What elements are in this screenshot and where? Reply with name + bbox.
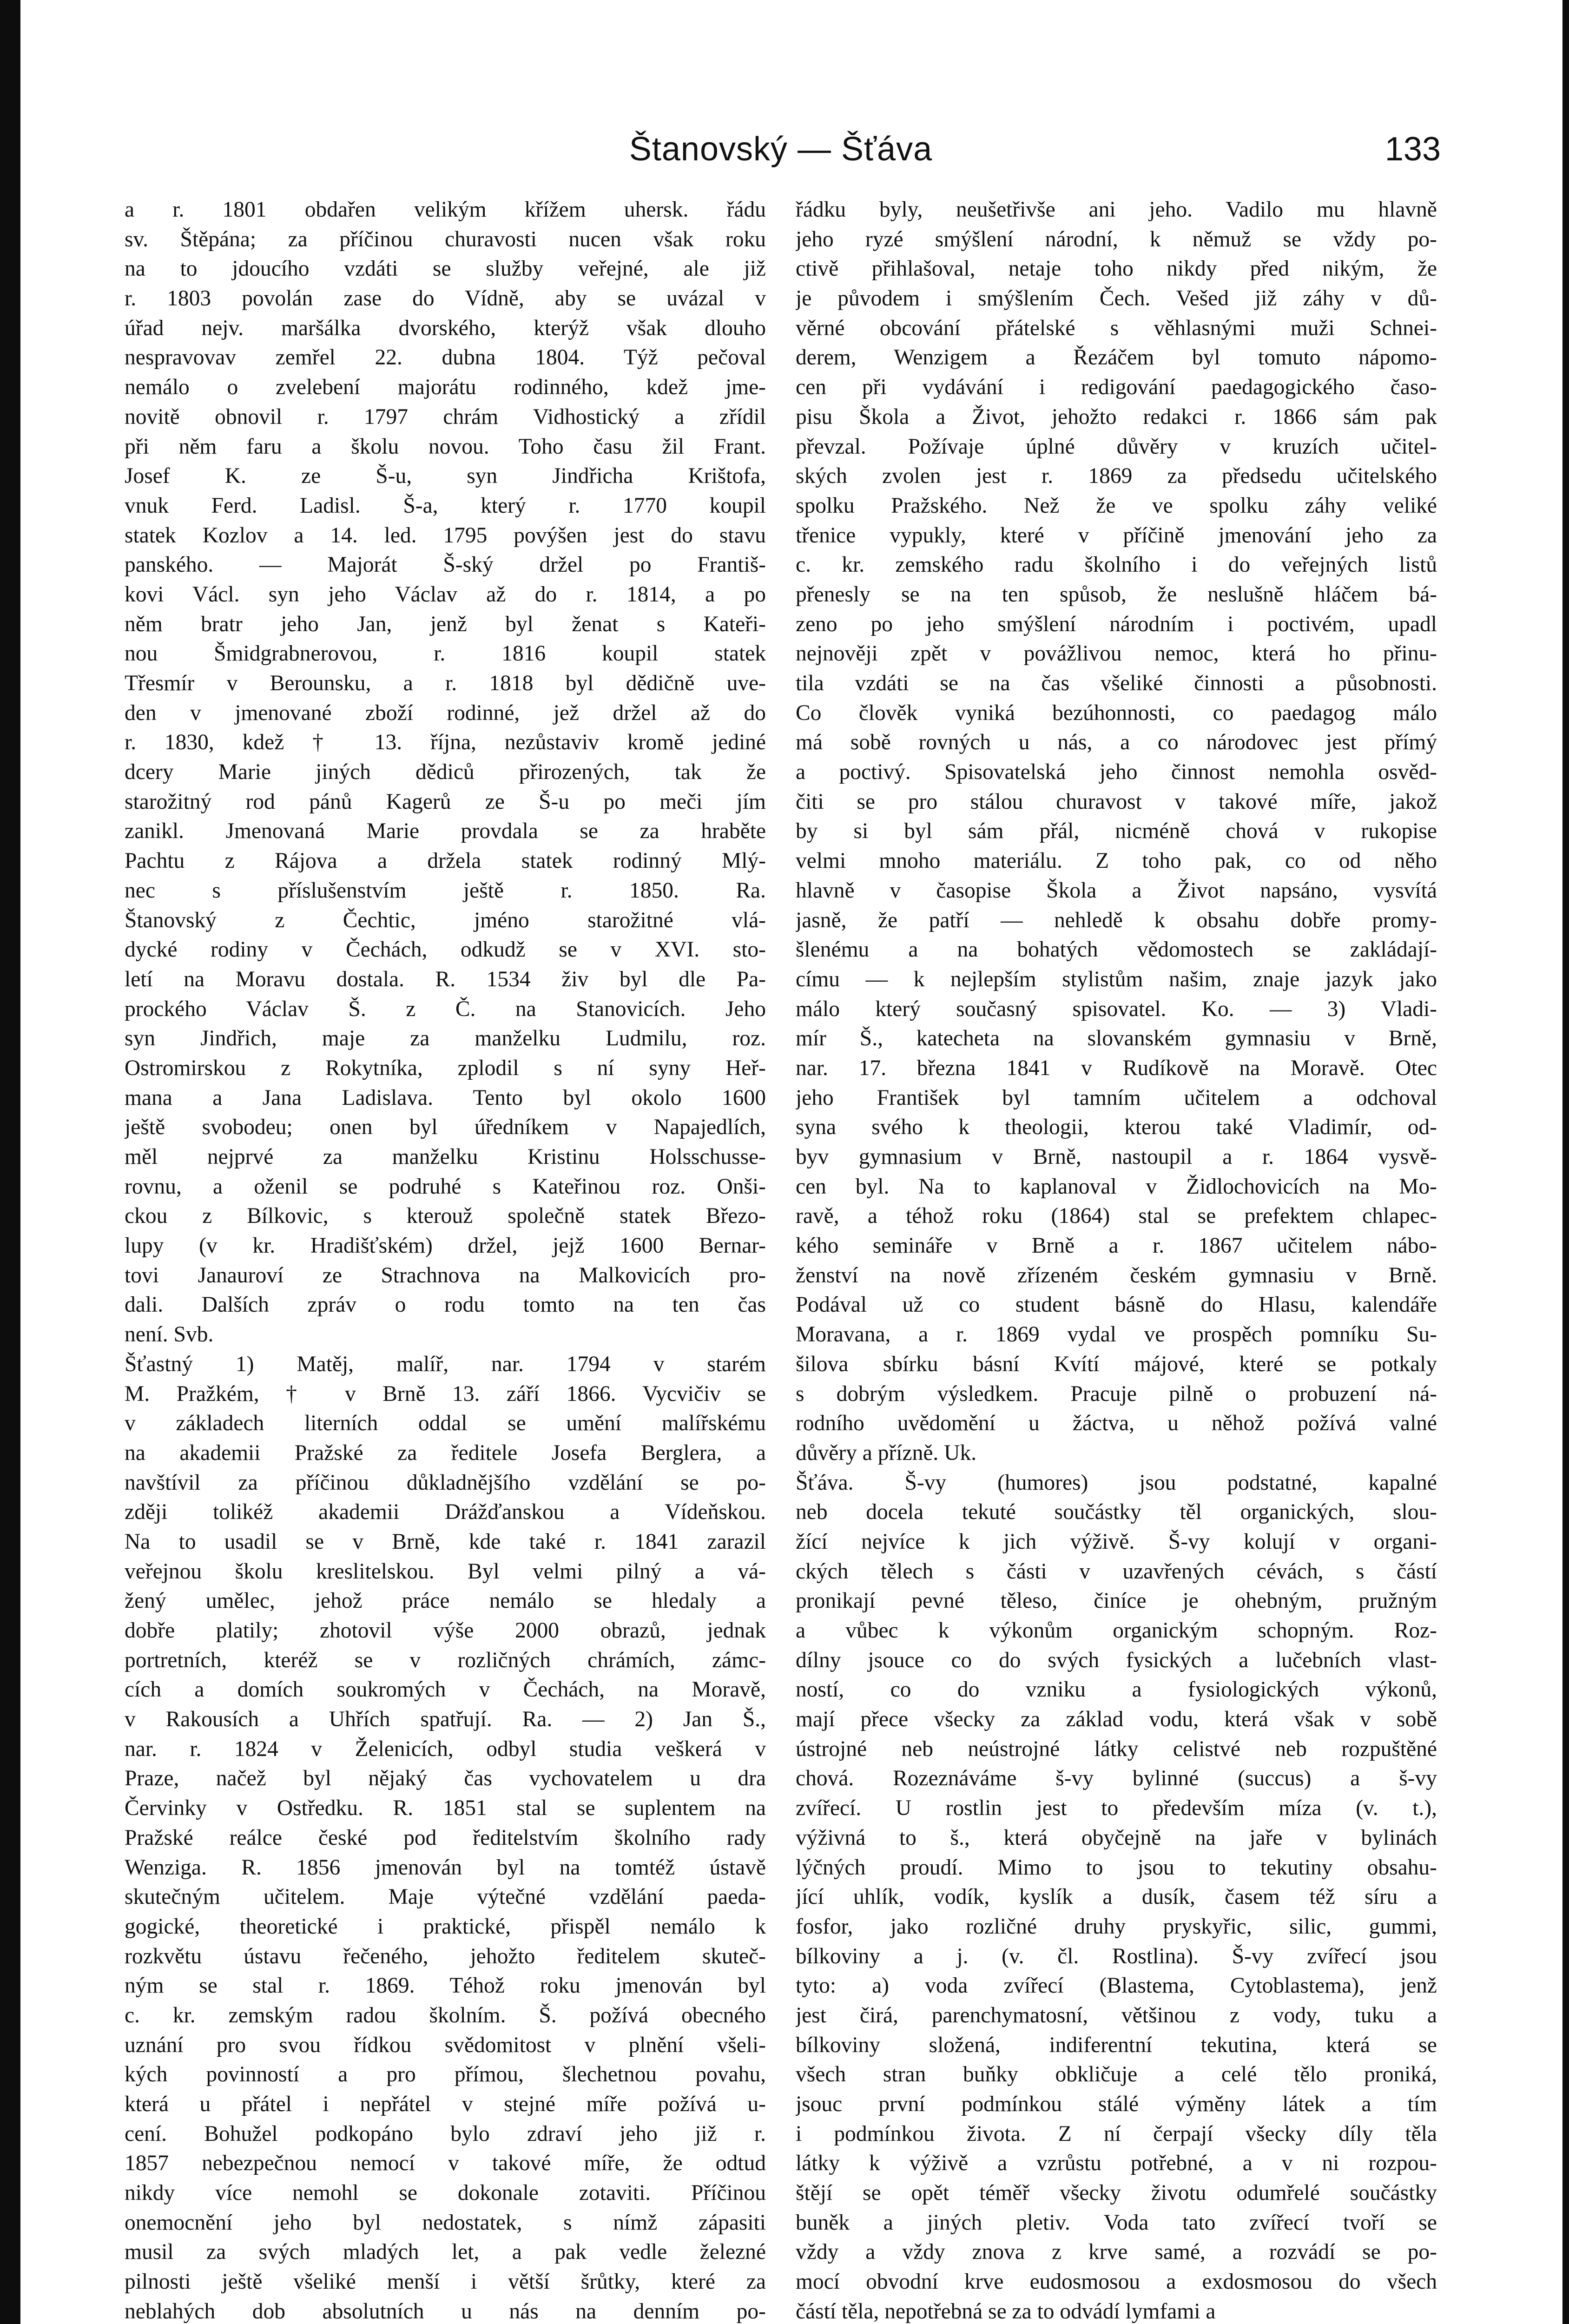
text-line: nejnověji zpět v povážlivou nemoc, která ho přinu- (796, 641, 1437, 666)
text-line: 1857 nebezpečnou nemocí v takové míře, že odtud (125, 2151, 766, 2176)
text-line: musil za svých mladých let, a pak vedle železné (125, 2240, 766, 2265)
text-line: rozkvětu ústavu řečeného, jehožto ředitelem skuteč- (125, 1944, 766, 1968)
text-line: panského. — Majorát Š-ský držel po Františ- (125, 553, 766, 577)
text-line: při něm faru a školu novou. Toho času žil Frant. (125, 434, 766, 459)
text-line: mají přece všecky za základ vodu, která však v sobě (796, 1707, 1437, 1732)
text-line: Červinky v Ostředku. R. 1851 stal se suplentem na (125, 1796, 766, 1821)
text-line: onemocnění jeho byl nedostatek, s nímž zápasiti (125, 2210, 766, 2235)
text-line: v základech literních oddal se umění malířskému (125, 1411, 766, 1436)
text-line: ckou z Bílkovic, s kterouž společně statek Březo- (125, 1204, 766, 1228)
text-line: neb docela tekuté součástky těl organických, slou- (796, 1500, 1437, 1525)
text-line: nemálo o zvelebení majorátu rodinného, kdež jme- (125, 375, 766, 400)
text-line: chová. Rozeznáváme š-vy bylinné (succus) a š-vy (796, 1766, 1437, 1791)
text-line: úřad nejv. maršálka dvorského, kterýž však dlouho (125, 316, 766, 340)
text-line: zanikl. Jmenovaná Marie provdala se za hraběte (125, 819, 766, 844)
text-line: a vůbec k výkonům organickým schopným. Roz- (796, 1618, 1437, 1643)
text-line: címu — k nejlepším stylistům našim, znaje jazyk jako (796, 967, 1437, 991)
text-line: derem, Wenzigem a Řezáčem byl tomuto nápomo- (796, 345, 1437, 370)
text-line: ným se stal r. 1869. Téhož roku jmenován byl (125, 1974, 766, 1998)
text-line: portretních, kteréž se v rozličných chrámích, zámc- (125, 1648, 766, 1672)
text-line: vždy a vždy znova z krve samé, a rozvádí se po- (796, 2240, 1437, 2265)
text-line: cen při vydávání i redigování paedagogického časo- (796, 375, 1437, 400)
text-line: ctivě přihlašoval, netaje toho nikdy před nikým, že (796, 257, 1437, 281)
text-line: by si byl sám přál, nicméně chová v rukopise (796, 819, 1437, 844)
text-line: ností, co do vzniku a fysiologických výkonů, (796, 1677, 1437, 1702)
text-line: čiti se pro stálou churavost v takové míře, jakož (796, 789, 1437, 814)
text-line: na to jdoucího vzdáti se služby veřejné, ale již (125, 257, 766, 281)
text-line: jasně, že patří — nehledě k obsahu dobře promy- (796, 908, 1437, 932)
text-line: ských zvolen jest r. 1869 za předsedu učitelského (796, 464, 1437, 489)
text-line: spolku Pražského. Než že ve spolku záhy veliké (796, 493, 1437, 518)
text-line: Moravana, a r. 1869 vydal ve prospěch pomníku Su- (796, 1322, 1437, 1347)
text-line: bílkoviny složená, indiferentní tekutina, která se (796, 2033, 1437, 2057)
text-line: kých povinností a pro přímou, šlechetnou povahu, (125, 2062, 766, 2087)
text-line: Pachtu z Rájova a držela statek rodinný Mlý- (125, 849, 766, 873)
text-line: lupy (v kr. Hradišťském) držel, jejž 1600 Bernar- (125, 1234, 766, 1258)
text-line: Praze, načež byl nějaký čas vychovatelem u dra (125, 1766, 766, 1791)
text-line: třenice vypukly, které v příčině jmenování jeho za (796, 523, 1437, 548)
text-line: pisu Škola a Život, jehožto redakci r. 1866 sám pak (796, 404, 1437, 429)
text-line: buněk a jiných pletiv. Voda tato zvířecí tvoří se (796, 2210, 1437, 2235)
text-line: důvěry a přízně. Uk. (796, 1440, 977, 1465)
text-line: Podával už co student básně do Hlasu, kalendáře (796, 1293, 1437, 1317)
text-line: na akademii Pražské za ředitele Josefa Berglera, a (125, 1440, 766, 1465)
text-line: ústrojné neb neústrojné látky celistvé neb rozpuštěné (796, 1736, 1437, 1761)
running-title: Štanovský — Šťáva (629, 131, 933, 168)
text-line: Wenziga. R. 1856 jmenován byl na tomtéž ústavě (125, 1855, 766, 1880)
text-line: řádku byly, neušetřivše ani jeho. Vadilo mu hlavně (796, 198, 1437, 222)
text-line: M. Pražkém, † v Brně 13. září 1866. Vycvičiv se (125, 1381, 766, 1406)
text-line: Šťastný 1) Matěj, malíř, nar. 1794 v starém (125, 1352, 766, 1376)
text-line: c. kr. zemským radou školním. Š. požívá obecného (125, 2003, 766, 2027)
text-line: Na to usadil se v Brně, kde také r. 1841 zarazil (125, 1529, 766, 1554)
text-line: Třesmír v Berounsku, a r. 1818 byl dědičně uve- (125, 671, 766, 695)
text-line: zeno po jeho smýšlení národním i poctivém, upadl (796, 612, 1437, 636)
text-line: nec s příslušenstvím ještě r. 1850. Ra. (125, 878, 766, 903)
text-line: má sobě rovných u nás, a co národovec jest přímý (796, 730, 1437, 755)
text-line: Šťáva. Š-vy (humores) jsou podstatné, kapalné (796, 1470, 1437, 1495)
text-line: sv. Štěpána; za příčinou churavosti nucen však roku (125, 227, 766, 251)
text-line: šilova sbírku básní Kvítí májové, které se potkaly (796, 1352, 1437, 1376)
text-line: s dobrým výsledkem. Pracuje pilně o probuzení ná- (796, 1381, 1437, 1406)
text-line: velmi mnoho materiálu. Z toho pak, co od něho (796, 849, 1437, 873)
page-header (121, 130, 1441, 186)
text-line: mana a Jana Ladislava. Tento byl okolo 1600 (125, 1085, 766, 1110)
text-line: žící nejvíce k jich výživě. Š-vy kolují v organi- (796, 1529, 1437, 1554)
text-line: která u přátel i nepřátel v stejné míře požívá u- (125, 2092, 766, 2116)
text-line: zvířecí. U rostlin jest to především míza (v. t.), (796, 1796, 1437, 1821)
text-line: dcery Marie jiných dědiců přirozených, tak že (125, 760, 766, 785)
text-line: gogické, theoretické i praktické, přispěl nemálo k (125, 1914, 766, 1939)
text-line: věrné obcování přátelské s věhlasnými muži Schnei- (796, 316, 1437, 340)
text-line: a r. 1801 obdařen velikým křížem uhersk. řádu (125, 198, 766, 222)
text-line: hlavně v časopise Škola a Život napsáno, vysvítá (796, 878, 1437, 903)
text-line: Pražské reálce české pod ředitelstvím školního rady (125, 1825, 766, 1850)
text-line: tyto: a) voda zvířecí (Blastema, Cytoblastema), jenž (796, 1974, 1437, 1998)
text-line: dycké rodiny v Čechách, odkudž se v XVI. sto- (125, 938, 766, 962)
text-line: přenesly se na ten spůsob, že neslušně hláčem bá- (796, 582, 1437, 607)
text-line: den v jmenované zboží rodinné, jež držel až do (125, 700, 766, 725)
text-line: letí na Moravu dostala. R. 1534 živ byl dle Pa- (125, 967, 766, 991)
text-line: vnuk Ferd. Ladisl. Š-a, který r. 1770 koupil (125, 493, 766, 518)
text-line: jsouc první podmínkou stálé výměny látek a tím (796, 2092, 1437, 2116)
text-line: pronikají pevné těleso, činíce je ohebným, pružným (796, 1589, 1437, 1613)
text-line: není. Svb. (125, 1322, 214, 1347)
text-line: nou Šmidgrabnerovou, r. 1816 koupil statek (125, 641, 766, 666)
text-line: skutečným učitelem. Maje výtečné vzdělání paeda- (125, 1885, 766, 1909)
text-line: žený umělec, jehož práce nemálo se hledaly a (125, 1589, 766, 1613)
text-line: kovi Václ. syn jeho Václav až do r. 1814, a po (125, 582, 766, 607)
text-line: ckých tělech s části v uzavřených cévách, s částí (796, 1559, 1437, 1584)
text-line: šlenému a na bohatých vědomostech se zakládají- (796, 938, 1437, 962)
text-line: jest čirá, parenchymatosní, většinou z vody, tuku a (796, 2003, 1437, 2027)
text-line: ravě, a téhož roku (1864) stal se prefektem chlapec- (796, 1204, 1437, 1228)
text-line: převzal. Požívaje úplné důvěry v kruzích učitel- (796, 434, 1437, 459)
text-line: Co člověk vyniká bezúhonnosti, co paedagog málo (796, 700, 1437, 725)
text-line: fosfor, jako rozličné druhy pryskyřic, silic, gummi, (796, 1914, 1437, 1939)
text-line: ještě svobodeu; onen byl úředníkem v Napajedlích, (125, 1115, 766, 1140)
right-column (796, 195, 1437, 2324)
text-line: bílkoviny a j. (v. čl. Rostlina). Š-vy zvířecí jsou (796, 1944, 1437, 1968)
text-line: nikdy více nemohl se dokonale zotaviti. Příčinou (125, 2181, 766, 2205)
text-line: Štanovský z Čechtic, jméno starožitné vlá- (125, 908, 766, 932)
text-line: cení. Bohužel podkopáno bylo zdraví jeho již r. (125, 2121, 766, 2146)
text-line: navštívil za příčinou důkladnějšího vzdělání se po- (125, 1470, 766, 1495)
text-line: a poctivý. Spisovatelská jeho činnost nemohla osvěd- (796, 760, 1437, 785)
text-line: ženství na nově zřízeném českém gymnasiu v Brně. (796, 1263, 1437, 1287)
text-line: mír Š., katecheta na slovanském gymnasiu v Brně, (796, 1026, 1437, 1051)
text-line: r. 1830, kdež † 13. října, nezůstaviv kromě jediné (125, 730, 766, 755)
text-line: neblahých dob absolutních u nás na denním po- (125, 2299, 766, 2324)
text-line: dílny jsouce co do svých fysických a lučebních vlast- (796, 1648, 1437, 1672)
text-line: mocí obvodní krve eudosmosou a exdosmosou do všech (796, 2270, 1437, 2294)
text-line: zději tolikéž akademii Drážďanskou a Vídeňskou. (125, 1500, 766, 1525)
text-line: Josef K. ze Š-u, syn Jindřicha Krištofa, (125, 464, 766, 489)
text-line: štějí se opět téměř všecky životu odumřelé součástky (796, 2181, 1437, 2205)
scan-edge-left (0, 0, 20, 2324)
text-line: statek Kozlov a 14. led. 1795 povýšen jest do stavu (125, 523, 766, 548)
text-line: něm bratr jeho Jan, jenž byl ženat s Kateři- (125, 612, 766, 636)
text-line: jící uhlík, vodík, kyslík a dusík, časem též síru a (796, 1885, 1437, 1909)
text-line: nar. 17. března 1841 v Rudíkově na Moravě. Otec (796, 1056, 1437, 1080)
text-line: novitě obnovil r. 1797 chrám Vidhostický a zřídil (125, 404, 766, 429)
text-line: syn Jindřich, maje za manželku Ludmilu, roz. (125, 1026, 766, 1051)
text-line: měl nejprvé za manželku Kristinu Holsschusse- (125, 1145, 766, 1169)
page-number: 133 (1384, 131, 1441, 168)
text-line: veřejnou školu kreslitelskou. Byl velmi pilný a vá- (125, 1559, 766, 1584)
text-line: v Rakousích a Uhřích spatřují. Ra. — 2) Jan Š., (125, 1707, 766, 1732)
text-line: tila vzdáti se na čas všeliké činnosti a působnosti. (796, 671, 1437, 695)
text-line: kého semináře v Brně a r. 1867 učitelem nábo- (796, 1234, 1437, 1258)
text-line: lýčných proudí. Mimo to jsou to tekutiny obsahu- (796, 1855, 1437, 1880)
text-line: Ostromirskou z Rokytníka, zplodil s ní syny Heř- (125, 1056, 766, 1080)
text-line: pilnosti ještě všeliké menší i větší šrůtky, které za (125, 2270, 766, 2294)
scan-edge-right (1562, 0, 1569, 2324)
text-line: byv gymnasium v Brně, nastoupil a r. 1864 vysvě- (796, 1145, 1437, 1169)
text-line: r. 1803 povolán zase do Vídně, aby se uvázal v (125, 286, 766, 311)
text-line: c. kr. zemského radu školního i do veřejných listů (796, 553, 1437, 577)
text-line: starožitný rod pánů Kagerů ze Š-u po meči jím (125, 789, 766, 814)
text-line: málo který současný spisovatel. Ko. — 3) Vladi- (796, 997, 1437, 1021)
text-line: všech stran buňky obkličuje a celé tělo proniká, (796, 2062, 1437, 2087)
text-line: i podmínkou života. Z ní čerpají všecky díly těla (796, 2121, 1437, 2146)
text-line: nar. r. 1824 v Želenicích, odbyl studia veškerá v (125, 1736, 766, 1761)
text-line: prockého Václav Š. z Č. na Stanovicích. Jeho (125, 997, 766, 1021)
left-column (125, 195, 766, 2324)
text-line: rodního uvědomění u žáctva, u něhož požívá valné (796, 1411, 1437, 1436)
text-line: jeho ryzé smýšlení národní, k němuž se vždy po- (796, 227, 1437, 251)
text-line: dobře platily; zhotovil výše 2000 obrazů, jednak (125, 1618, 766, 1643)
text-line: výživná to š., která obyčejně na jaře v bylinách (796, 1825, 1437, 1850)
text-line: nespravovav zemřel 22. dubna 1804. Týž pečoval (125, 345, 766, 370)
text-line: tovi Janauroví ze Strachnova na Malkovicích pro- (125, 1263, 766, 1287)
text-line: uznání pro svou řídkou svědomitost v plnění všeli- (125, 2033, 766, 2057)
text-line: dali. Dalších zpráv o rodu tomto na ten čas (125, 1293, 766, 1317)
text-line: jeho František byl tamním učitelem a odchoval (796, 1085, 1437, 1110)
text-line: je původem i smýšlením Čech. Vešed již záhy v dů- (796, 286, 1437, 311)
text-line: rovnu, a oženil se podruhé s Kateřinou roz. Onši- (125, 1174, 766, 1199)
text-line: látky k výživě a vzrůstu potřebné, a v ni rozpou- (796, 2151, 1437, 2176)
text-line: částí těla, nepotřebná se za to odvádí lymfami a (796, 2299, 1216, 2324)
text-line: cích a domích soukromých v Čechách, na Moravě, (125, 1677, 766, 1702)
text-line: syna svého k theologii, kterou také Vladimír, od- (796, 1115, 1437, 1140)
text-line: cen byl. Na to kaplanoval v Židlochovicích na Mo- (796, 1174, 1437, 1199)
